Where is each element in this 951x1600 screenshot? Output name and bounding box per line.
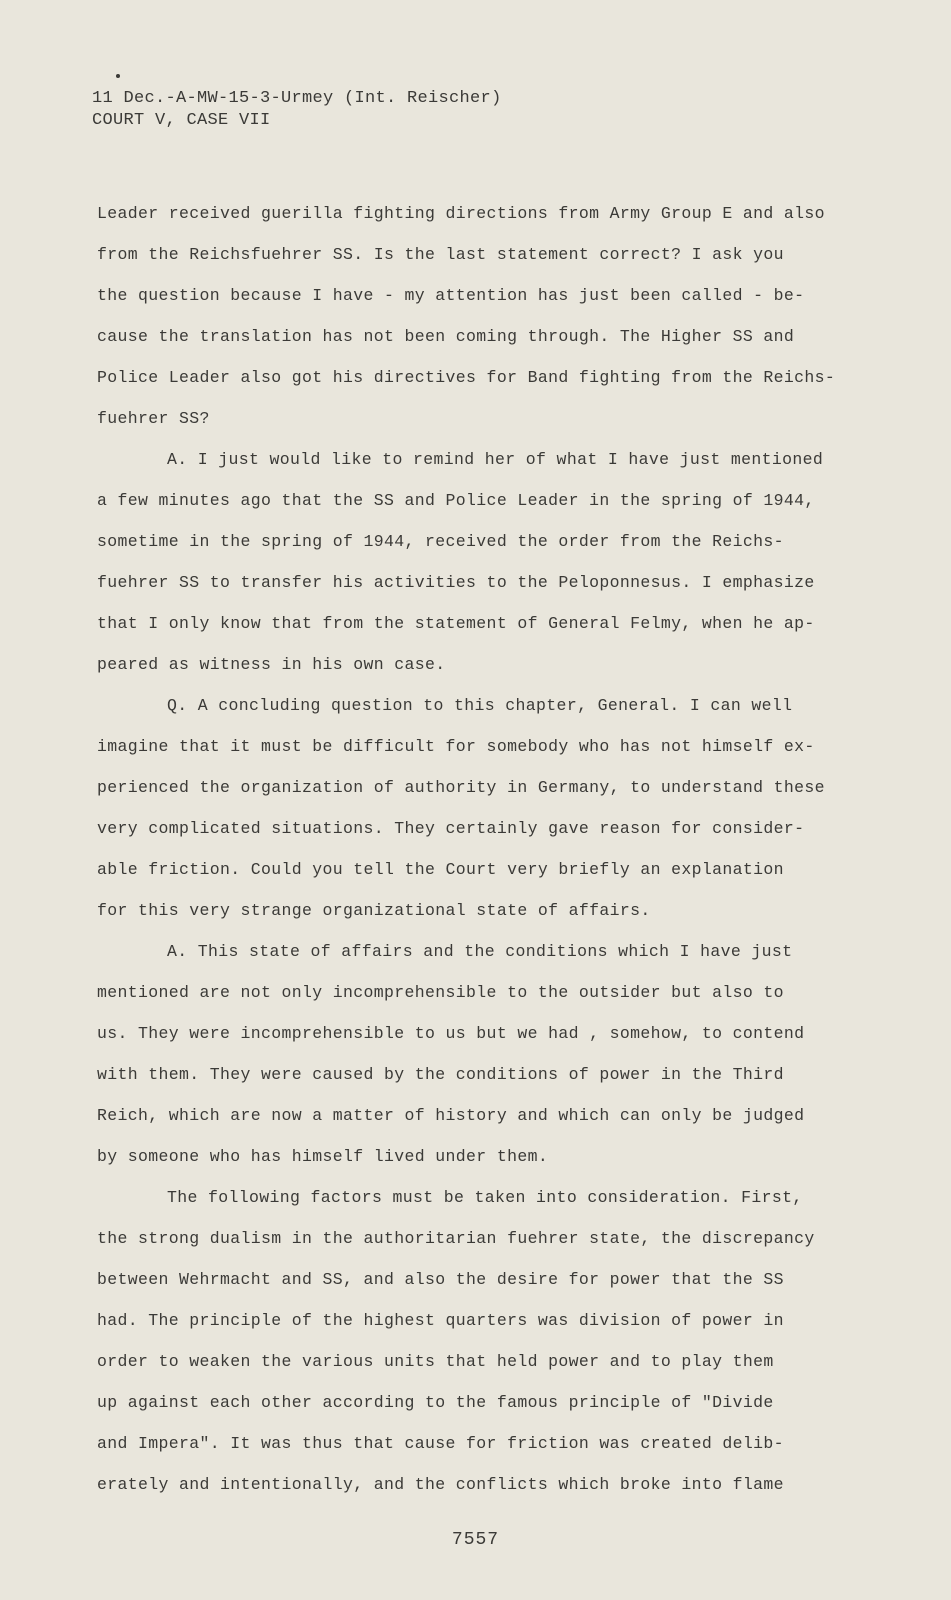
text-line: mentioned are not only incomprehensible to the outsider but also to [97,983,784,1002]
text-line: a few minutes ago that the SS and Police Leader in the spring of 1944, [97,491,815,510]
text-line: imagine that it must be difficult for somebody who has not himself ex- [97,737,815,756]
text-line: us. They were incomprehensible to us but we had , somehow, to contend [97,1024,805,1043]
text-line: from the Reichsfuehrer SS. Is the last statement correct? I ask you [97,245,784,264]
text-line: very complicated situations. They certainly gave reason for consider- [97,819,805,838]
text-line: peared as witness in his own case. [97,655,446,674]
text-line: order to weaken the various units that held power and to play them [97,1352,774,1371]
text-line: A. This state of affairs and the conditions which I have just [167,942,793,961]
text-line: cause the translation has not been coming through. The Higher SS and [97,327,795,346]
text-line: and Impera". It was thus that cause for friction was created delib- [97,1434,784,1453]
text-line: Reich, which are now a matter of history and which can only be judged [97,1106,805,1125]
text-line: between Wehrmacht and SS, and also the desire for power that the SS [97,1270,784,1289]
text-line: by someone who has himself lived under them. [97,1147,549,1166]
text-line: for this very strange organizational state of affairs. [97,901,651,920]
text-line: with them. They were caused by the conditions of power in the Third [97,1065,784,1084]
text-line: fuehrer SS to transfer his activities to the Peloponnesus. I emphasize [97,573,815,592]
document-header [92,88,502,132]
text-line: able friction. Could you tell the Court very briefly an explanation [97,860,784,879]
text-line: Q. A concluding question to this chapter, General. I can well [167,696,793,715]
text-line: up against each other according to the famous principle of "Divide [97,1393,774,1412]
page-number: 7557 [451,1530,500,1550]
text-line: that I only know that from the statement of General Felmy, when he ap- [97,614,815,633]
text-line: sometime in the spring of 1944, received the order from the Reichs- [97,532,784,551]
text-line: the question because I have - my attention has just been called - be- [97,286,805,305]
header-line-2: COURT V, CASE VII [92,111,271,130]
transcript-body [97,193,857,1505]
text-line: fuehrer SS? [97,409,210,428]
text-line: had. The principle of the highest quarters was division of power in [97,1311,784,1330]
text-line: erately and intentionally, and the conflicts which broke into flame [97,1475,784,1494]
text-line: the strong dualism in the authoritarian fuehrer state, the discrepancy [97,1229,815,1248]
text-line: The following factors must be taken into consideration. First, [167,1188,803,1207]
text-line: Leader received guerilla fighting directions from Army Group E and also [97,204,825,223]
text-line: perienced the organization of authority in Germany, to understand these [97,778,825,797]
stray-mark [116,74,120,78]
text-line: A. I just would like to remind her of what I have just mentioned [167,450,824,469]
header-line-1: 11 Dec.-A-MW-15-3-Urmey (Int. Reischer) [92,89,502,108]
text-line: Police Leader also got his directives for Band fighting from the Reichs- [97,368,836,387]
